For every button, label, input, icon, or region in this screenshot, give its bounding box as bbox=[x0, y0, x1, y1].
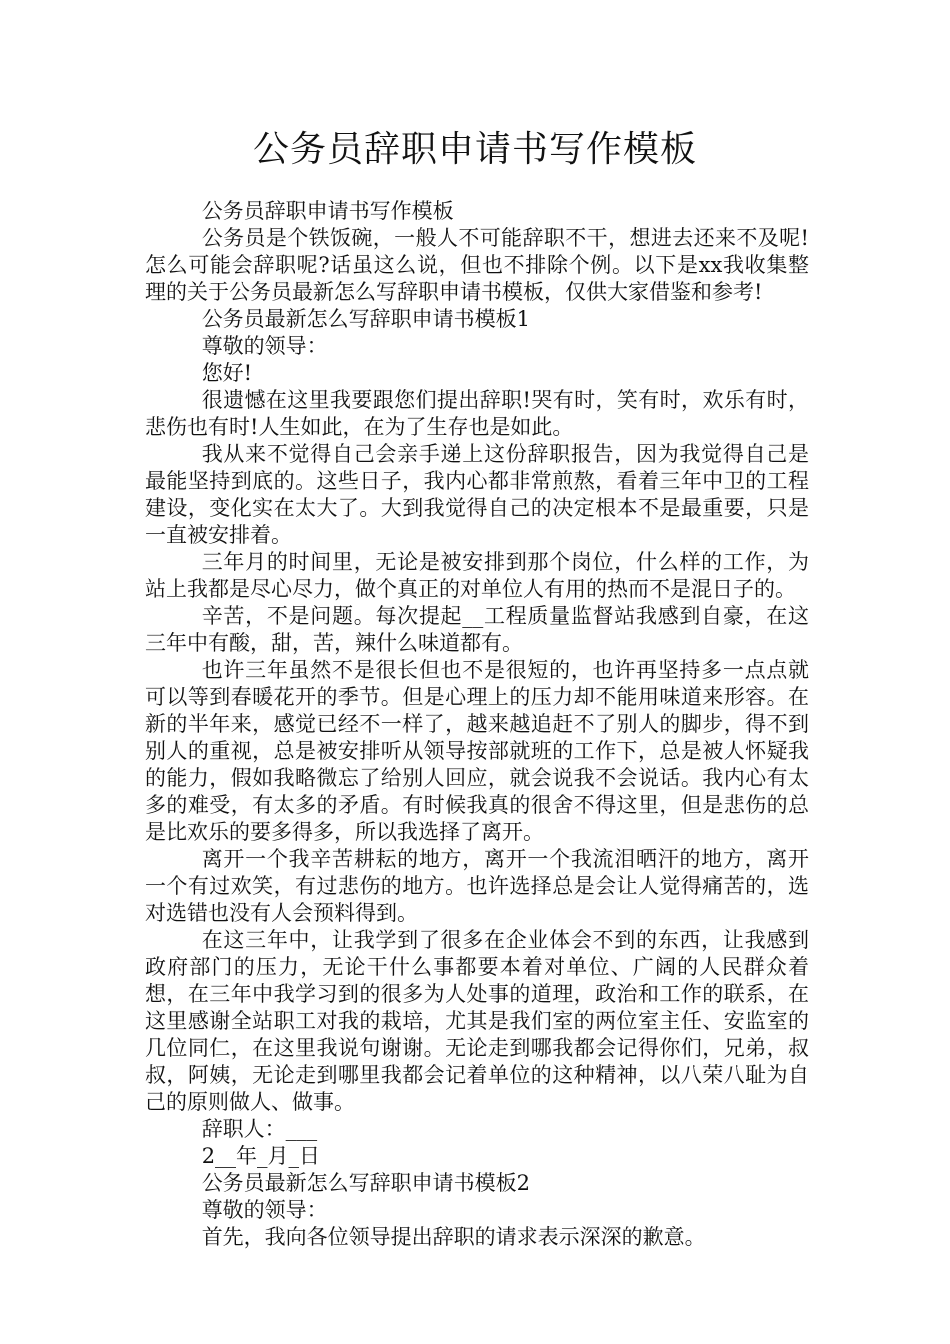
paragraph-body: 在这三年中，让我学到了很多在企业体会不到的东西，让我感到政府部门的压力，无论干什么事都要本着对单位、广阔的人民群众着想，在三年中我学习到的很多为人处事的道理，政治和工作的联系，在这里感谢全站职工对我的栽培，尤其是我们室的两位室主任、安监室的几位同仁，在这里我说句谢谢。无论走到哪我都会记得你们，兄弟，叔叔，阿姨，无论走到哪里我都会记着单位的这种精神，以八荣八耻为自己的原则做人、做事。 bbox=[145, 928, 809, 1114]
paragraph-greeting: 您好! bbox=[201, 361, 253, 385]
paragraph-body: 首先，我向各位领导提出辞职的请求表示深深的歉意。 bbox=[201, 1225, 706, 1249]
paragraph-body: 也许三年虽然不是很长但也不是很短的，也许再坚持多一点点就可以等到春暖花开的季节。但是心理上的压力却不能用味道来形容。在新的半年来，感觉已经不一样了，越来越追赶不了别人的脚步，得不到别人的重视，总是被安排听从领导按部就班的工作下，总是被人怀疑我的能力，假如我略微忘了给别人回应，就会说我不会说话。我内心有太多的难受，有太多的矛盾。有时候我真的很舍不得这里，但是悲伤的总是比欢乐的要多得多，所以我选择了离开。 bbox=[145, 658, 809, 844]
paragraph-heading: 公务员辞职申请书写作模板 bbox=[201, 199, 454, 223]
paragraph-body: 很遗憾在这里我要跟您们提出辞职!哭有时，笑有时，欢乐有时，悲伤也有时!人生如此，在为了生存也是如此。 bbox=[145, 388, 809, 439]
paragraph-body: 我从来不觉得自己会亲手递上这份辞职报告，因为我觉得自己是最能坚持到底的。这些日子，我内心都非常煎熬，看着三年中卫的工程建设，变化实在太大了。大到我觉得自己的决定根本不是最重要，只是一直被安排着。 bbox=[145, 442, 809, 547]
document-title: 公务员辞职申请书写作模板 bbox=[252, 129, 697, 170]
paragraph-body: 辛苦，不是问题。每次提起__工程质量监督站我感到自豪，在这三年中有酸，甜，苦，辣什么味道都有。 bbox=[145, 604, 809, 655]
paragraph-template-1-title: 公务员最新怎么写辞职申请书模板1 bbox=[201, 307, 531, 331]
paragraph-template-2-title: 公务员最新怎么写辞职申请书模板2 bbox=[201, 1171, 531, 1195]
paragraph-body: 离开一个我辛苦耕耘的地方，离开一个我流泪晒汗的地方，离开一个有过欢笑，有过悲伤的地方。也许选择总是会让人觉得痛苦的，选对选错也没有人会预料得到。 bbox=[145, 847, 809, 925]
paragraph-salutation: 尊敬的领导： bbox=[201, 1198, 328, 1222]
paragraph-signature: 辞职人：___ bbox=[201, 1117, 318, 1141]
paragraph-intro: 公务员是个铁饭碗，一般人不可能辞职不干，想进去还来不及呢!怎么可能会辞职呢?话虽这么说，但也不排除个例。以下是xx我收集整理的关于公务员最新怎么写辞职申请书模板，仅供大家借鉴和参考! bbox=[145, 226, 809, 304]
document-body bbox=[145, 198, 809, 1251]
paragraph-salutation: 尊敬的领导： bbox=[201, 334, 328, 358]
paragraph-date: 2__年_月_日 bbox=[201, 1144, 321, 1168]
paragraph-body: 三年月的时间里，无论是被安排到那个岗位，什么样的工作，为站上我都是尽心尽力，做个真正的对单位人有用的热而不是混日子的。 bbox=[145, 550, 809, 601]
